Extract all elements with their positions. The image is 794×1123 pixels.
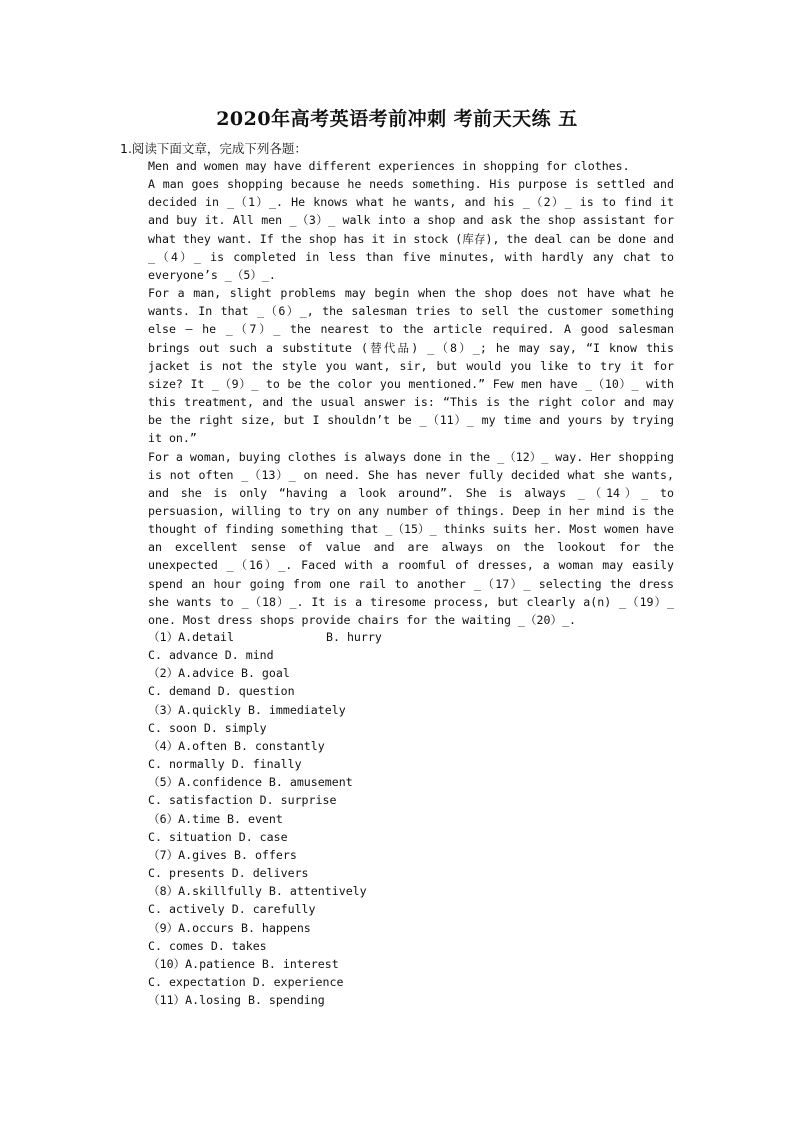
passage-paragraph: A man goes shopping because he needs something. His purpose is settled and decided in _（1）_. He knows what he wants, and his _（2）_ is to find it and buy it. All men _（3）_ walk into a shop and ask the shop assistant for what they want. If the shop has it in stock (库存), the deal can be done and _（4）_ is completed in less than five minutes, with hardly any chat to everyone’s _（5）_. <box>148 177 674 282</box>
option-line-ab: （8）A.skillfully B. attentively <box>148 884 367 899</box>
option-ab: （1）A.detail <box>148 630 235 644</box>
option-line-ab: （2）A.advice B. goal <box>148 666 290 681</box>
option-line-cd: C. comes D. takes <box>148 938 267 953</box>
page-title: 2020年高考英语考前冲刺 考前天天练 五 <box>216 108 578 130</box>
passage-paragraph: For a woman, buying clothes is always done in the _（12）_ way. Her shopping is not often _（13）_ on need. She has never fully decided what she wants, and she is only “having a look around”. She is always _（14）_ to persuasion, willing to try on any number of things. Deep in her mind is the thought of finding something that _（15）_ thinks suits her. Most women have an excellent sense of value and are always on the lookout for the unexpected _（16）_. Faced with a roomful of dresses, a woman may easily spend an hour going from one rail to another _（17）_ selecting the dress she wants to _（18）_. It is a tiresome process, but clearly a(n) _（19）_ one. Most dress shops provide chairs for the waiting _（20）_. <box>148 449 674 627</box>
option-line-cd: C. soon D. simply <box>148 720 267 735</box>
option-line-cd: C. situation D. case <box>148 829 288 844</box>
option-b: B. hurry <box>326 630 382 644</box>
option-line-cd: C. normally D. finally <box>148 757 302 772</box>
option-line-ab: （10）A.patience B. interest <box>148 956 339 971</box>
option-line-ab: （11）A.losing B. spending <box>148 993 325 1008</box>
option-line-cd: C. presents D. delivers <box>148 866 309 881</box>
option-line-ab: （9）A.occurs B. happens <box>148 920 311 935</box>
reading-passage <box>148 157 674 629</box>
option-line-cd: C. advance D. mind <box>148 648 274 663</box>
question-heading: 1.阅读下面文章，完成下列各题： <box>120 141 307 156</box>
option-line-ab: （4）A.often B. constantly <box>148 738 325 753</box>
passage-paragraph: For a man, slight problems may begin when the shop does not have what he wants. In that _（6）_, the salesman tries to sell the customer something else — he _（7）_ the nearest to the article required. A good salesman brings out such a substitute (替代品) _（8）_; he may say, “I know this jacket is not the style you want, sir, but would you like to try it for size? It _（9）_ to be the color you mentioned.” Few men have _（10）_ with this treatment, and the usual answer is: “This is the right color and may be the right size, but I shouldn’t be _（11）_ my time and yours by trying it on.” <box>148 286 674 446</box>
option-line-cd: C. expectation D. experience <box>148 974 344 989</box>
passage-paragraph: Men and women may have different experiences in shopping for clothes. <box>148 159 630 173</box>
option-line-ab: （3）A.quickly B. immediately <box>148 702 346 717</box>
option-line-cd: C. demand D. question <box>148 684 295 699</box>
option-line-cd: C. satisfaction D. surprise <box>148 793 337 808</box>
option-line-cd: C. actively D. carefully <box>148 902 316 917</box>
option-line-ab <box>148 628 674 646</box>
option-line-ab: （6）A.time B. event <box>148 811 283 826</box>
answer-options <box>148 628 674 1009</box>
option-line-ab: （5）A.confidence B. amusement <box>148 775 353 790</box>
option-line-ab: （7）A.gives B. offers <box>148 847 297 862</box>
